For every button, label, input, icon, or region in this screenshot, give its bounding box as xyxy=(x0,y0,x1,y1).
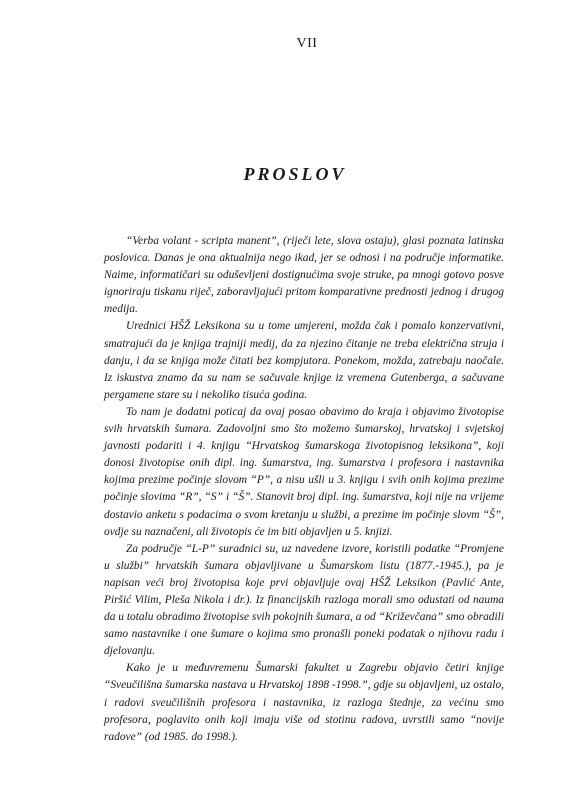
paragraph: “Verba volant - scripta manent”, (riječi lete, slova ostaju), glasi poznata latinska poslovica. Danas je ona aktualnija nego ikad, jer se odnosi i na područje informatike. Naime, informatičari su oduševljeni dostignućima svoje struke, pa mnogi gotovo posve ignoriraju tiskanu riječ, zaboravljajući pritom komparativne prednosti jednog i drugog medija. xyxy=(104,235,504,316)
page-number: VII xyxy=(296,36,318,51)
preface-body xyxy=(104,233,504,746)
paragraph: Za područje “L-P” suradnici su, uz navedene izvore, koristili podatke “Promjene u službi” hrvatskih šumara objavljivane u Šumarskom listu (1877.-1945.), pa je napisan veći broj životopisa koje prvi objavljuje ovaj HŠŽ Leksikon (Pavlić Ante, Piršić Vilim, Pleša Nikola i dr.). Iz financijskih razloga morali smo odustati od nauma da u totalu obradimo životopise svih pokojnih šumara, a od “Križevčana” smo obradili samo nastavnike i one šumare o kojima smo pronašli poneki podatak o njihovu radu i djelovanju. xyxy=(104,542,504,658)
paragraph: To nam je dodatni poticaj da ovaj posao obavimo do kraja i objavimo životopise svih hrvatskih šumara. Zadovoljni smo što možemo šumarskoj, hrvatskoj i svjetskoj javnosti podariti i 4. knjigu “Hrvatskog šumarskoga životopisnog leksikona”, koji donosi životopise onih dipl. ing. šumarstva, ing. šumarstva i profesora i nastavnika kojima prezime počinje slovom “P”, a nisu ušli u 3. knjigu i svih onih kojima prezime počinje slovima “R”, “S” i “Š”. Stanovit broj dipl. ing. šumarstva, koji nije na vrijeme dostavio anketu s podacima o svom kretanju u službi, a prezime im počinje slovm “Š”, ovdje su naznačeni, ali životopis će im biti objavljen u 5. knjizi. xyxy=(104,405,504,538)
page-title: PROSLOV xyxy=(243,164,347,184)
paragraph: Kako je u međuvremenu Šumarski fakultet u Zagrebu objavio četiri knjige “Sveučilišna šumarska nastava u Hrvatskoj 1898 -1998.”, gdje su objavljeni, uz ostalo, i radovi sveučilišnih profesora i nastavnika, iz razloga štednje, za većinu smo profesora, poglavito onih koji imaju više od stotinu radova, uvrstili samo “novije radove” (od 1985. do 1998.). xyxy=(104,662,504,743)
paragraph: Urednici HŠŽ Leksikona su u tome umjereni, možda čak i pomalo konzervativni, smatrajući da je knjiga trajniji medij, da za njezino čitanje ne treba električna struja i danju, i da se knjiga može čitati bez kompjutora. Ponekom, možda, zatrebaju naočale. Iz iskustva znamo da su nam se sačuvale knjige iz vremena Gutenberga, a sačuvane pergamene stare su i nekoliko tisuća godina. xyxy=(104,320,504,401)
